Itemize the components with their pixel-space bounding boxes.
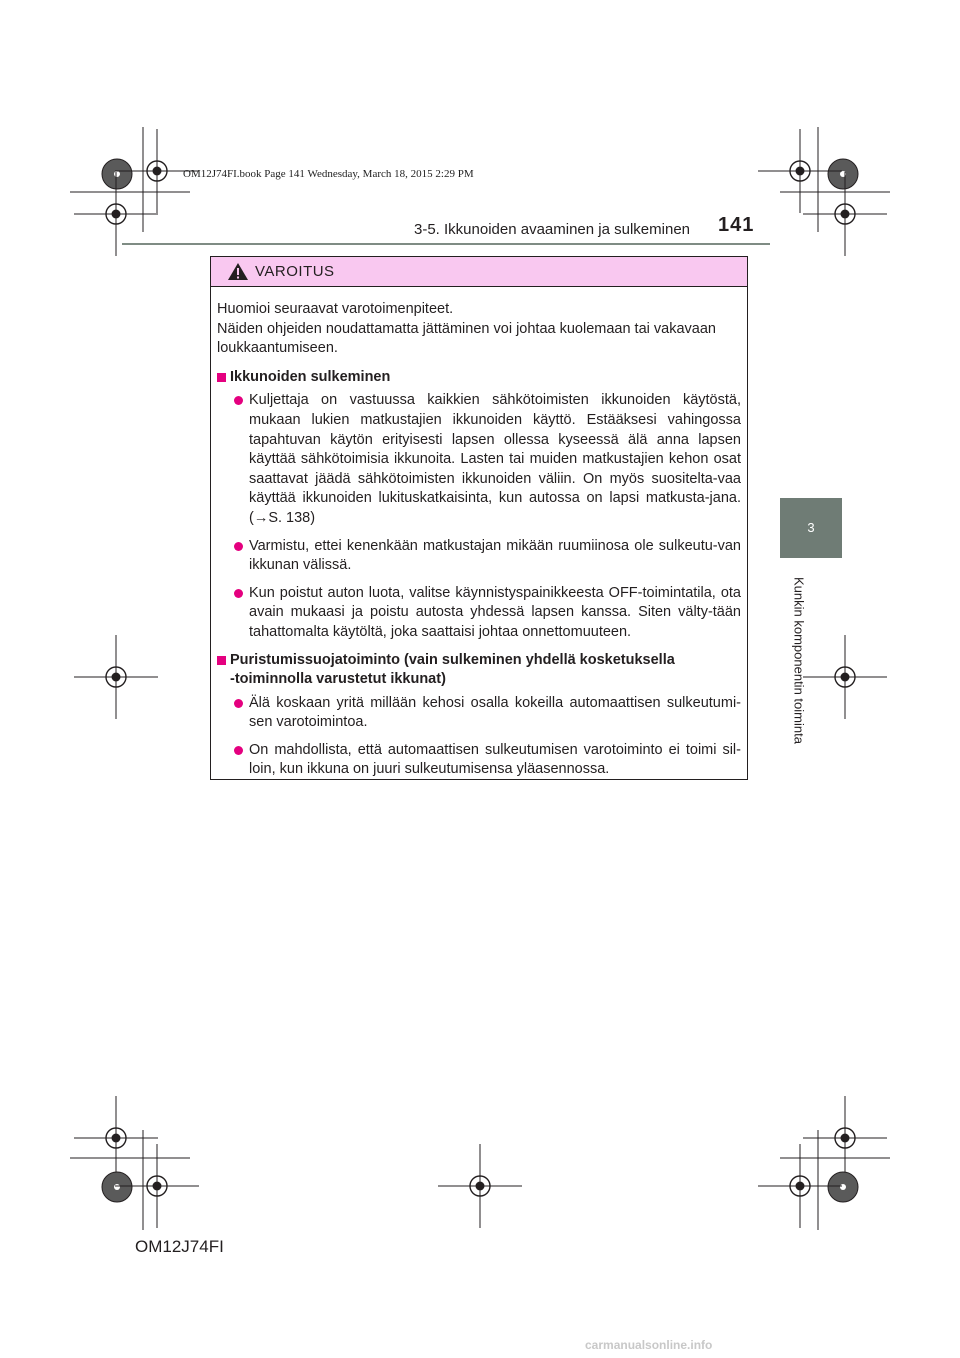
square-bullet-icon xyxy=(217,373,226,382)
section-heading: Puristumissuojatoiminto (vain sulkeminen yhdellä kosketuksella -toiminnolla varustetut ikkunat) xyxy=(217,651,741,690)
print-info: OM12J74FI.book Page 141 Wednesday, March 18, 2015 2:29 PM xyxy=(183,168,474,180)
list-item: Kun poistut auton luota, valitse käynnistyspainikkeesta OFF-toimintatila, ota avain mukaasi ja poistu autosta yhdessä lapsen kanssa. Siten välty-tään tahattomalta käytöltä, joka saattaisi johtaa onnettomuuteen. xyxy=(217,584,741,643)
list-item: Älä koskaan yritä millään kehosi osalla kokeilla automaattisen sulkeutumi-sen varotoimintoa. xyxy=(217,694,741,733)
warning-box xyxy=(210,256,748,780)
list-item: Kuljettaja on vastuussa kaikkien sähkötoimisten ikkunoiden käytöstä, mukaan lukien matkustajien ikkunoiden käyttö. Estääksesi vahingossa tapahtuvan käytön erityisesti lapsen ollessa kyseessä älä anna lapsen käyttää sähkötoimisia ikkunoita. Lasten tai muiden matkustajien kehon osat saattavat jäädä sähkötoimisten ikkunoiden väliin. On myös suositelta-vaa käyttää ikkunoiden lukituskatkaisinta, kun autossa on lapsi matkusta-jana. (→S. 138) xyxy=(217,391,741,528)
list-item: On mahdollista, että automaattisen sulkeutumisen varotoiminto ei toimi sil-loin, kun ikkuna on juuri sulkeutumisensa yläasennossa. xyxy=(217,741,741,780)
chapter-tab: 3 xyxy=(780,498,842,558)
page-number: 141 xyxy=(718,214,755,236)
bullet-icon xyxy=(234,589,243,598)
bullet-icon xyxy=(234,542,243,551)
chapter-title: Kunkin komponentin toiminta xyxy=(791,576,807,744)
bullet-icon xyxy=(234,396,243,405)
list-item: Varmistu, ettei kenenkään matkustajan mikään ruumiinosa ole sulkeutu-van ikkunan välissä. xyxy=(217,537,741,576)
section-heading: Ikkunoiden sulkeminen xyxy=(217,368,741,388)
watermark: carmanualsonline.info xyxy=(585,1338,713,1352)
header-rule xyxy=(122,243,770,245)
bullet-icon xyxy=(234,699,243,708)
section-title: 3-5. Ikkunoiden avaaminen ja sulkeminen xyxy=(414,221,690,238)
bullet-icon xyxy=(234,746,243,755)
warning-intro-line-2: Näiden ohjeiden noudattamatta jättäminen voi johtaa kuolemaan tai vakavaan loukkaantumiseen. xyxy=(217,320,716,357)
warning-body xyxy=(211,287,747,780)
warning-triangle-icon xyxy=(227,262,249,281)
manual-code: OM12J74FI xyxy=(135,1237,224,1256)
warning-title: VAROITUS xyxy=(255,263,335,280)
square-bullet-icon xyxy=(217,656,226,665)
warning-intro-line-1: Huomioi seuraavat varotoimenpiteet. xyxy=(217,301,454,317)
warning-header xyxy=(211,257,747,287)
